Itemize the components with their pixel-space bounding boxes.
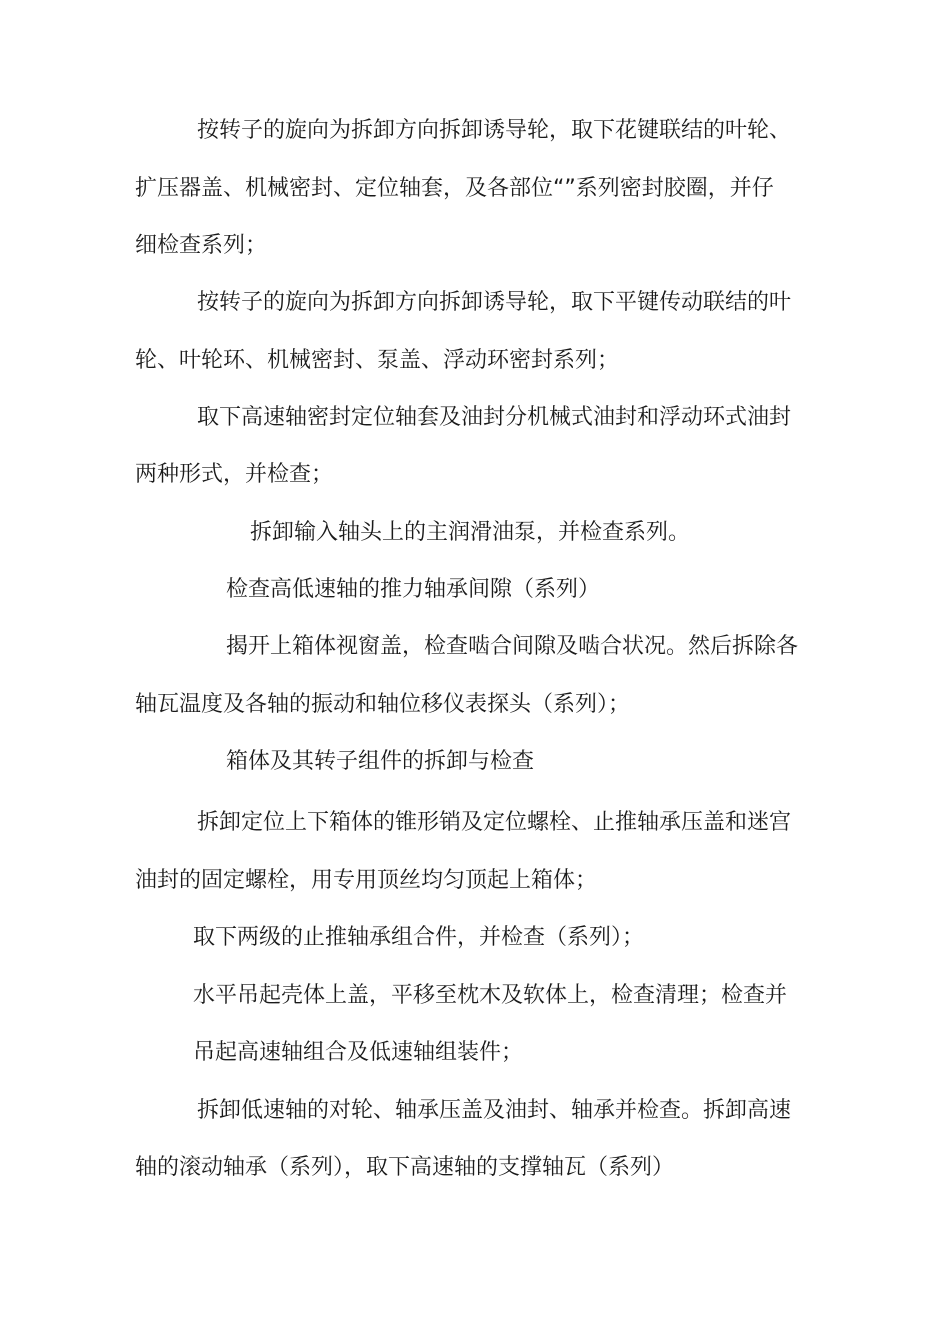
- text-line: 两种形式，并检查；: [135, 462, 334, 487]
- text-line: 拆卸定位上下箱体的锥形销及定位螺栓、止推轴承压盖和迷宫: [197, 810, 792, 835]
- section-heading: 箱体及其转子组件的拆卸与检查: [226, 749, 535, 774]
- text-line: 轴瓦温度及各轴的振动和轴位移仪表探头（系列）；: [135, 692, 631, 717]
- text-line: 揭开上箱体视窗盖，检查啮合间隙及啮合状况。然后拆除各: [226, 634, 799, 659]
- text-line: 检查高低速轴的推力轴承间隙（系列）: [226, 577, 601, 602]
- text-line: 轴的滚动轴承（系列），取下高速轴的支撑轴瓦（系列）: [135, 1155, 675, 1180]
- text-line: 拆卸低速轴的对轮、轴承压盖及油封、轴承并检查。拆卸高速: [197, 1098, 792, 1123]
- text-line: 取下高速轴密封定位轴套及油封分机械式油封和浮动环式油封: [197, 405, 792, 430]
- text-line: 轮、叶轮环、机械密封、泵盖、浮动环密封系列；: [135, 348, 620, 373]
- text-line: 水平吊起壳体上盖，平移至枕木及软体上，检查清理；检查并: [193, 983, 788, 1008]
- text-line: 取下两级的止推轴承组合件，并检查（系列）；: [193, 925, 645, 950]
- text-line: 细检查系列；: [135, 233, 268, 258]
- text-line: 按转子的旋向为拆卸方向拆卸诱导轮，取下平键传动联结的叶: [197, 290, 792, 315]
- text-line: 拆卸输入轴头上的主润滑油泵，并检查系列。: [250, 520, 691, 545]
- text-line: 油封的固定螺栓，用专用顶丝均匀顶起上箱体；: [135, 868, 598, 893]
- text-line: 扩压器盖、机械密封、定位轴套，及各部位“”系列密封胶圈，并仔: [135, 176, 774, 201]
- text-line: 按转子的旋向为拆卸方向拆卸诱导轮，取下花键联结的叶轮、: [197, 118, 792, 143]
- text-line: 吊起高速轴组合及低速轴组装件；: [193, 1040, 524, 1065]
